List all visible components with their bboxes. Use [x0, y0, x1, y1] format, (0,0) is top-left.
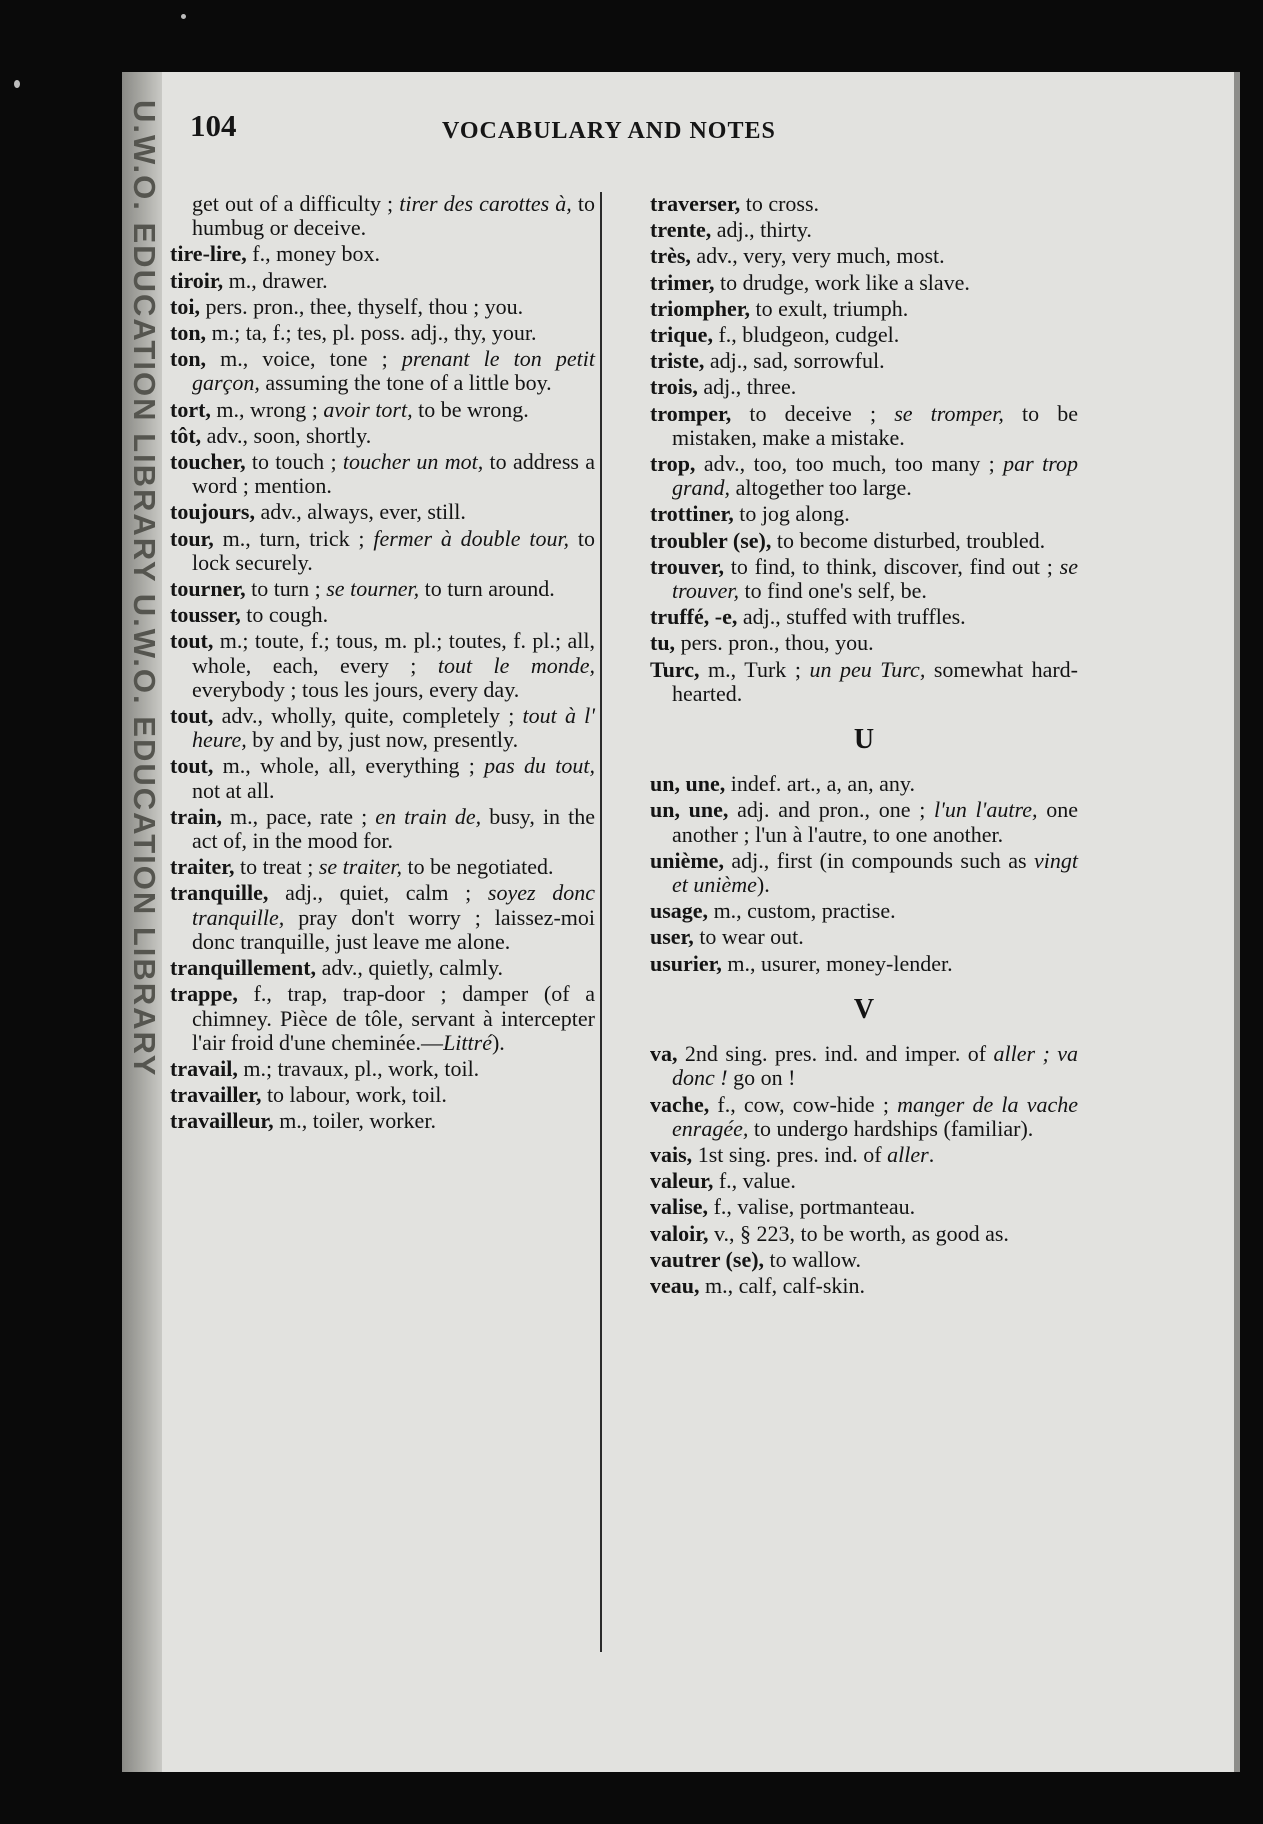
- headword: travailler,: [170, 1082, 262, 1108]
- headword: train,: [170, 803, 222, 829]
- headword: trique,: [650, 322, 713, 348]
- dictionary-entry: [650, 798, 1078, 846]
- spine-label: U.W.O. EDUCATION LIBRARY U.W.O. EDUCATION LIBRARY: [127, 100, 162, 1078]
- definition: to wear out.: [693, 924, 804, 950]
- definition: m., turn, trick ;: [213, 525, 374, 551]
- headword: veau,: [650, 1272, 700, 1298]
- headword: travail,: [170, 1055, 238, 1081]
- headword: tort,: [170, 396, 211, 422]
- headword: va,: [650, 1041, 678, 1067]
- definition: adj., first (in compounds such as: [723, 847, 1034, 873]
- definition: to wallow.: [764, 1246, 861, 1272]
- definition-tail: to find one's self, be.: [739, 578, 927, 604]
- definition: m., calf, calf-skin.: [699, 1272, 866, 1298]
- example-phrase: Littré: [443, 1029, 492, 1055]
- headword: trois,: [650, 374, 698, 400]
- headword: unième,: [650, 847, 724, 873]
- dictionary-entry: [170, 577, 595, 601]
- definition: get out of a difficulty ;: [192, 191, 400, 216]
- headword: trottiner,: [650, 501, 734, 527]
- dictionary-entry: [650, 218, 1078, 242]
- definition-tail: to humbug or deceive.: [192, 191, 595, 241]
- example-phrase: pas du tout,: [484, 753, 595, 779]
- headword: tire-lire,: [170, 241, 247, 267]
- headword: valise,: [650, 1194, 709, 1220]
- definition: m., whole, all, everything ;: [213, 753, 485, 779]
- dictionary-entry: [650, 1274, 1078, 1298]
- dictionary-entry: [650, 772, 1078, 796]
- example-phrase: prenant le ton petit garçon,: [192, 346, 595, 396]
- definition-tail: everybody ; tous les jours, every day.: [192, 676, 520, 702]
- headword: un, une,: [650, 771, 726, 797]
- definition-tail: by and by, just now, presently.: [246, 727, 519, 753]
- headword: troubler (se),: [650, 527, 772, 553]
- headword: usage,: [650, 898, 709, 924]
- dictionary-entry: [170, 269, 595, 293]
- headword: un, une,: [650, 797, 729, 823]
- definition: m.; ta, f.; tes, pl. poss. adj., thy, your.: [206, 320, 537, 346]
- headword: tout,: [170, 703, 214, 729]
- definition-tail: ).: [491, 1029, 505, 1055]
- dictionary-entry: [170, 855, 595, 879]
- dictionary-entry: [650, 1042, 1078, 1090]
- dictionary-entry: [170, 398, 595, 422]
- column-rule: [600, 192, 602, 1652]
- dictionary-entry: [650, 297, 1078, 321]
- headword: vache,: [650, 1091, 710, 1117]
- definition: to jog along.: [733, 501, 850, 527]
- definition: f., value.: [713, 1168, 796, 1194]
- headword: tout,: [170, 753, 214, 779]
- definition: m., wrong ;: [210, 396, 324, 422]
- scan-speck: [181, 14, 186, 19]
- definition: adv., soon, shortly.: [201, 422, 372, 448]
- definition-tail: to address a word ; mention.: [192, 449, 596, 499]
- definition: to find, to think, discover, find out ;: [723, 553, 1060, 579]
- definition: f., money box.: [246, 241, 380, 267]
- headword: tour,: [170, 525, 214, 551]
- headword: tourner,: [170, 576, 246, 602]
- headword: traiter,: [170, 854, 235, 880]
- example-phrase: l'un l'autre,: [934, 797, 1038, 823]
- dictionary-entry: [650, 529, 1078, 553]
- dictionary-entry: [650, 271, 1078, 295]
- headword: vautrer (se),: [650, 1246, 765, 1272]
- dictionary-entry: [650, 631, 1078, 655]
- definition: to touch ;: [245, 449, 343, 475]
- page-edge: [1234, 72, 1240, 1772]
- example-phrase: fermer à double tour,: [373, 525, 570, 551]
- headword: tranquillement,: [170, 955, 317, 981]
- dictionary-entry: [170, 982, 595, 1055]
- definition: m., usurer, money-lender.: [721, 950, 953, 976]
- definition: f., valise, portmanteau.: [708, 1194, 916, 1220]
- headword: tu,: [650, 630, 676, 656]
- headword: ton,: [170, 346, 207, 372]
- definition: adj., three.: [697, 374, 797, 400]
- dictionary-entry: [650, 555, 1078, 603]
- dictionary-entry: [170, 347, 595, 395]
- definition: m., toiler, worker.: [273, 1108, 436, 1134]
- headword: très,: [650, 243, 691, 269]
- definition: to become disturbed, troubled.: [771, 527, 1046, 553]
- headword: valoir,: [650, 1220, 709, 1246]
- definition: pers. pron., thou, you.: [675, 630, 874, 656]
- dictionary-entry: [650, 244, 1078, 268]
- headword: triompher,: [650, 295, 751, 321]
- headword: trimer,: [650, 269, 715, 295]
- headword: travailleur,: [170, 1108, 274, 1134]
- dictionary-entry: [170, 1083, 595, 1107]
- definition: adv., always, ever, still.: [254, 499, 466, 525]
- dictionary-entry: [650, 899, 1078, 923]
- definition: adv., wholly, quite, completely ;: [213, 703, 523, 729]
- definition: indef. art., a, an, any.: [725, 771, 915, 797]
- page-number: 104: [190, 108, 237, 143]
- definition: adj., quiet, calm ;: [268, 880, 488, 906]
- headword: tout,: [170, 628, 214, 654]
- definition-tail: to lock securely.: [192, 525, 595, 575]
- dictionary-entry: [170, 1057, 595, 1081]
- dictionary-entry: [170, 450, 595, 498]
- definition: m., pace, rate ;: [221, 803, 376, 829]
- definition: adj., stuffed with truffles.: [737, 604, 966, 630]
- headword: truffé, -e,: [650, 604, 738, 630]
- dictionary-entry: [170, 242, 595, 266]
- example-phrase: aller: [887, 1141, 929, 1167]
- definition-tail: assuming the tone of a little boy.: [259, 370, 552, 396]
- definition: m., voice, tone ;: [206, 346, 402, 372]
- example-phrase: se traiter,: [318, 854, 402, 880]
- definition: pers. pron., thee, thyself, thou ; you.: [199, 293, 524, 319]
- dictionary-entry: [170, 956, 595, 980]
- example-phrase: par trop grand,: [672, 451, 1078, 501]
- dictionary-entry: [650, 402, 1078, 450]
- definition: adj., sad, sorrowful.: [704, 348, 885, 374]
- entries-u: [650, 772, 1078, 976]
- headword: vais,: [650, 1141, 693, 1167]
- definition-tail: one another ; l'un à l'autre, to one another.: [672, 797, 1078, 847]
- definition-tail: pray don't worry ; laissez-moi donc tranquille, just leave me alone.: [192, 904, 595, 954]
- definition-tail: to turn around.: [419, 576, 555, 602]
- headword: traverser,: [650, 191, 741, 216]
- definition: to treat ;: [234, 854, 319, 880]
- example-phrase: vingt et unième: [672, 847, 1078, 898]
- definition-tail: to undergo hardships (familiar).: [748, 1115, 1034, 1141]
- headword: toi,: [170, 293, 200, 319]
- example-phrase: un peu Turc,: [809, 656, 926, 682]
- headword: tiroir,: [170, 267, 224, 293]
- dictionary-entry: [650, 1093, 1078, 1141]
- headword: tôt,: [170, 422, 202, 448]
- library-spine: [122, 72, 162, 1772]
- example-phrase: manger de la vache enragée,: [672, 1091, 1078, 1141]
- dictionary-entry: [170, 500, 595, 524]
- headword: trop,: [650, 451, 696, 477]
- headword: triste,: [650, 348, 705, 374]
- dictionary-entry: [170, 881, 595, 954]
- definition: adv., very, very much, most.: [690, 243, 945, 269]
- headword: tromper,: [650, 400, 732, 426]
- headword: Turc,: [650, 656, 700, 682]
- section-heading-v: V: [853, 993, 875, 1025]
- headword: tousser,: [170, 602, 241, 628]
- definition: to cough.: [240, 602, 329, 628]
- dictionary-entry: [170, 192, 595, 240]
- dictionary-entry: [650, 1222, 1078, 1246]
- scan-speck: [14, 80, 20, 88]
- dictionary-entry: [170, 295, 595, 319]
- definition-tail: .: [928, 1141, 935, 1167]
- dictionary-entry: [650, 452, 1078, 500]
- entries-t: [650, 192, 1078, 706]
- definition: m., custom, practise.: [708, 898, 896, 924]
- definition: adv., quietly, calmly.: [316, 955, 504, 981]
- dictionary-entry: [650, 375, 1078, 399]
- dictionary-entry: [170, 603, 595, 627]
- example-phrase: tout à l' heure,: [192, 703, 595, 753]
- definition: m.; travaux, pl., work, toil.: [237, 1055, 480, 1081]
- dictionary-entry: [650, 502, 1078, 526]
- headword: toucher,: [170, 449, 246, 475]
- definition: f., cow, cow-hide ;: [709, 1091, 898, 1117]
- headword: ton,: [170, 320, 207, 346]
- definition: f., bludgeon, cudgel.: [712, 322, 900, 348]
- dictionary-entry: [170, 754, 595, 802]
- running-head: VOCABULARY AND NOTES: [442, 118, 776, 144]
- definition-tail: not at all.: [192, 777, 275, 803]
- dictionary-entry: [650, 323, 1078, 347]
- example-phrase: soyez donc tranquille,: [192, 880, 595, 930]
- dictionary-entry: [650, 952, 1078, 976]
- definition-tail: to be mistaken, make a mistake.: [672, 400, 1078, 450]
- definition-tail: to be wrong.: [412, 396, 529, 422]
- dictionary-entry: [650, 605, 1078, 629]
- example-phrase: avoir tort,: [323, 396, 413, 422]
- definition: adj. and pron., one ;: [728, 797, 935, 823]
- example-phrase: aller ; va donc !: [672, 1041, 1078, 1091]
- headword: trappe,: [170, 981, 238, 1007]
- example-phrase: toucher un mot,: [342, 449, 484, 475]
- definition-tail: altogether too large.: [730, 475, 912, 501]
- example-phrase: tout le monde,: [437, 652, 595, 678]
- section-heading-u: U: [853, 724, 875, 756]
- dictionary-entry: [650, 925, 1078, 949]
- dictionary-entry: [170, 321, 595, 345]
- definition-tail: busy, in the act of, in the mood for.: [192, 803, 595, 854]
- headword: user,: [650, 924, 694, 950]
- definition: to exult, triumph.: [750, 295, 909, 321]
- headword: toujours,: [170, 499, 255, 525]
- definition: m.; toute, f.; tous, m. pl.; toutes, f. pl.; all, whole, each, every ;: [192, 628, 595, 678]
- definition-tail: to be negotiated.: [401, 854, 554, 880]
- dictionary-entry: [650, 349, 1078, 373]
- definition: 1st sing. pres. ind. of: [692, 1141, 888, 1167]
- definition: to drudge, work like a slave.: [714, 269, 970, 295]
- dictionary-entry: [650, 1169, 1078, 1193]
- right-column: [650, 192, 1078, 1300]
- definition: to turn ;: [245, 576, 327, 602]
- headword: trouver,: [650, 553, 724, 579]
- entries-v: [650, 1042, 1078, 1298]
- dictionary-entry: [170, 629, 595, 702]
- definition: to labour, work, toil.: [261, 1082, 447, 1108]
- example-phrase: tirer des carottes à,: [399, 191, 572, 216]
- dictionary-entry: [650, 192, 1078, 216]
- example-phrase: se tromper,: [894, 400, 1004, 426]
- definition: m., drawer.: [223, 267, 328, 293]
- example-phrase: se trouver,: [672, 553, 1078, 604]
- page-header: [190, 108, 950, 158]
- dictionary-entry: [650, 1248, 1078, 1272]
- dictionary-entry: [170, 424, 595, 448]
- definition-tail: go on !: [727, 1065, 796, 1091]
- dictionary-entry: [650, 658, 1078, 706]
- example-phrase: se tourner,: [326, 576, 420, 602]
- definition: to cross.: [740, 191, 820, 216]
- definition: m., Turk ;: [699, 656, 810, 682]
- left-column: [170, 192, 595, 1136]
- definition-tail: ).: [756, 872, 770, 898]
- headword: trente,: [650, 217, 712, 243]
- example-phrase: en train de,: [375, 803, 482, 829]
- dictionary-entry: [170, 805, 595, 853]
- headword: valeur,: [650, 1168, 714, 1194]
- dictionary-entry: [170, 1109, 595, 1133]
- dictionary-entry: [650, 849, 1078, 897]
- dictionary-entry: [650, 1143, 1078, 1167]
- definition: to deceive ;: [731, 400, 895, 426]
- definition: adj., thirty.: [711, 217, 812, 243]
- definition: 2nd sing. pres. ind. and imper. of: [677, 1041, 994, 1067]
- definition: adv., too, too much, too many ;: [695, 451, 1004, 477]
- headword: usurier,: [650, 950, 722, 976]
- definition-tail: somewhat hard-hearted.: [672, 656, 1079, 706]
- definition: f., trap, trap-door ; damper (of a chimney. Pièce de tôle, servant à intercepter l'air froid d'une cheminée.—: [192, 981, 595, 1055]
- dictionary-entry: [170, 704, 595, 752]
- dictionary-entry: [170, 527, 595, 575]
- dictionary-entry: [650, 1195, 1078, 1219]
- headword: tranquille,: [170, 880, 269, 906]
- definition: v., § 223, to be worth, as good as.: [708, 1220, 1009, 1246]
